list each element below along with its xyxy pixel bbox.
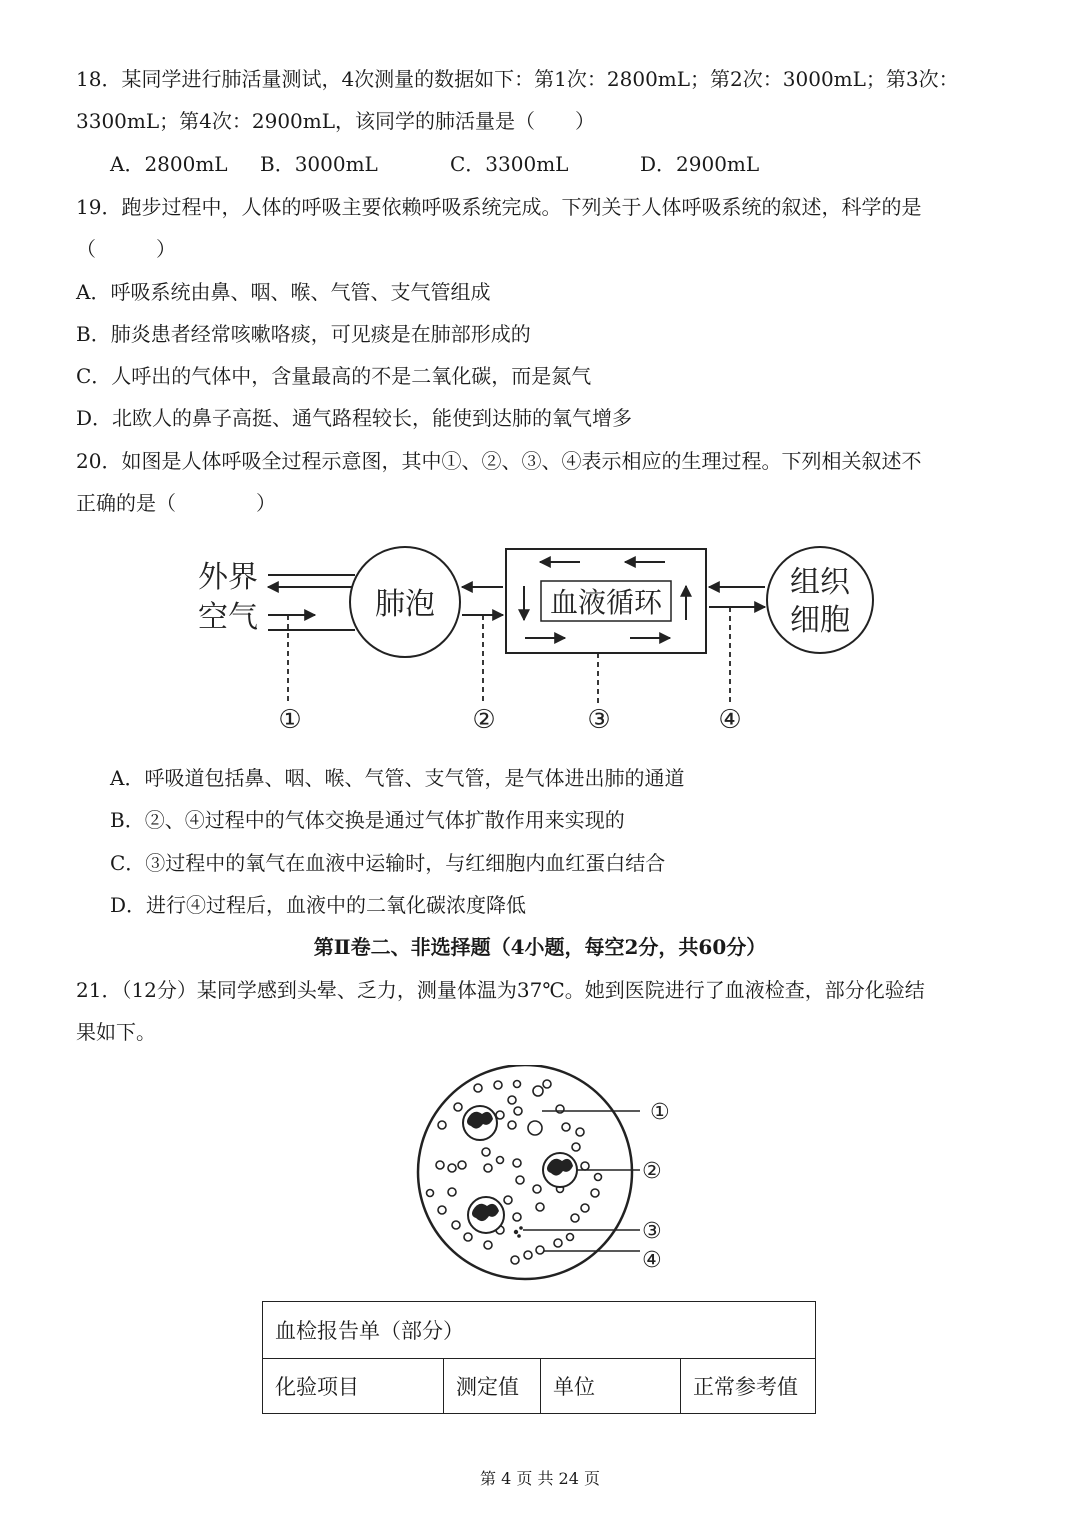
q18-stem-line1: 18．某同学进行肺活量测试，4次测量的数据如下：第1次：2800mL；第2次：3000mL；第3次： bbox=[76, 67, 959, 91]
tissue-cells-label-line1: 组织 bbox=[790, 565, 850, 600]
q19-option-c: C．人呼出的气体中，含量最高的不是二氧化碳，而是氮气 bbox=[76, 364, 592, 388]
marker-4: ④ bbox=[718, 705, 742, 735]
outside-air-label-line1: 外界 bbox=[198, 560, 258, 595]
q20-stem-line1: 20．如图是人体呼吸全过程示意图，其中①、②、③、④表示相应的生理过程。下列相关叙述不 bbox=[76, 449, 922, 473]
micro-label-4: ④ bbox=[642, 1248, 662, 1273]
blood-circulation-label: 血液循环 bbox=[549, 586, 663, 619]
micro-label-2: ② bbox=[642, 1159, 662, 1184]
q18-option-a: A．2800mL bbox=[110, 152, 228, 176]
outside-air-label-line2: 空气 bbox=[198, 600, 258, 635]
marker-1: ① bbox=[278, 705, 302, 735]
q19-stem-line1: 19．跑步过程中，人体的呼吸主要依赖呼吸系统完成。下列关于人体呼吸系统的叙述，科学的是 bbox=[76, 195, 922, 219]
q20-option-b: B．②、④过程中的气体交换是通过气体扩散作用来实现的 bbox=[110, 808, 625, 832]
q20-stem-line2: 正确的是（ ） bbox=[76, 491, 276, 515]
q18-option-c: C．3300mL bbox=[450, 152, 569, 176]
q18-option-b: B．3000mL bbox=[260, 152, 378, 176]
q20-option-a: A．呼吸道包括鼻、咽、喉、气管、支气管，是气体进出肺的通道 bbox=[110, 766, 685, 790]
report-header-unit: 单位 bbox=[541, 1359, 681, 1414]
report-title-row bbox=[263, 1302, 816, 1359]
q21-stem-line1: 21．（12分）某同学感到头晕、乏力，测量体温为37℃。她到医院进行了血液检查，部分化验结 bbox=[76, 978, 925, 1002]
blood-smear-micrograph bbox=[400, 1065, 700, 1285]
marker-2: ② bbox=[472, 705, 496, 735]
q19-stem-line2: （ ） bbox=[76, 237, 176, 261]
q21-stem-line2: 果如下。 bbox=[76, 1020, 156, 1044]
tissue-cells-label-line2: 细胞 bbox=[790, 603, 850, 638]
report-title: 血检报告单（部分） bbox=[263, 1302, 816, 1359]
section-2-title: 第Ⅱ卷二、非选择题（4小题，每空2分，共60分） bbox=[313, 935, 767, 959]
q20-option-d: D．进行④过程后，血液中的二氧化碳浓度降低 bbox=[110, 893, 527, 917]
q19-option-a: A．呼吸系统由鼻、咽、喉、气管、支气管组成 bbox=[76, 280, 491, 304]
q20-option-c: C．③过程中的氧气在血液中运输时，与红细胞内血红蛋白结合 bbox=[110, 851, 666, 875]
report-header-reference: 正常参考值 bbox=[681, 1359, 816, 1414]
alveoli-label: 肺泡 bbox=[375, 587, 435, 622]
q18-options bbox=[110, 150, 759, 178]
micro-label-3: ③ bbox=[642, 1219, 662, 1244]
report-header-item: 化验项目 bbox=[263, 1359, 444, 1414]
page-footer: 第 4 页 共 24 页 bbox=[480, 1469, 600, 1488]
blood-test-report-table bbox=[262, 1301, 816, 1414]
q19-option-b: B．肺炎患者经常咳嗽咯痰，可见痰是在肺部形成的 bbox=[76, 322, 531, 346]
respiration-process-diagram bbox=[0, 530, 1080, 745]
q19-option-d: D．北欧人的鼻子高挺、通气路程较长，能使到达肺的氧气增多 bbox=[76, 406, 633, 430]
marker-3: ③ bbox=[587, 705, 611, 735]
report-header-row bbox=[263, 1359, 816, 1414]
micro-label-1: ① bbox=[650, 1100, 670, 1125]
report-header-value: 测定值 bbox=[444, 1359, 541, 1414]
q18-option-d: D．2900mL bbox=[640, 152, 760, 176]
q18-stem-line2: 3300mL；第4次：2900mL，该同学的肺活量是（ ） bbox=[76, 109, 596, 133]
